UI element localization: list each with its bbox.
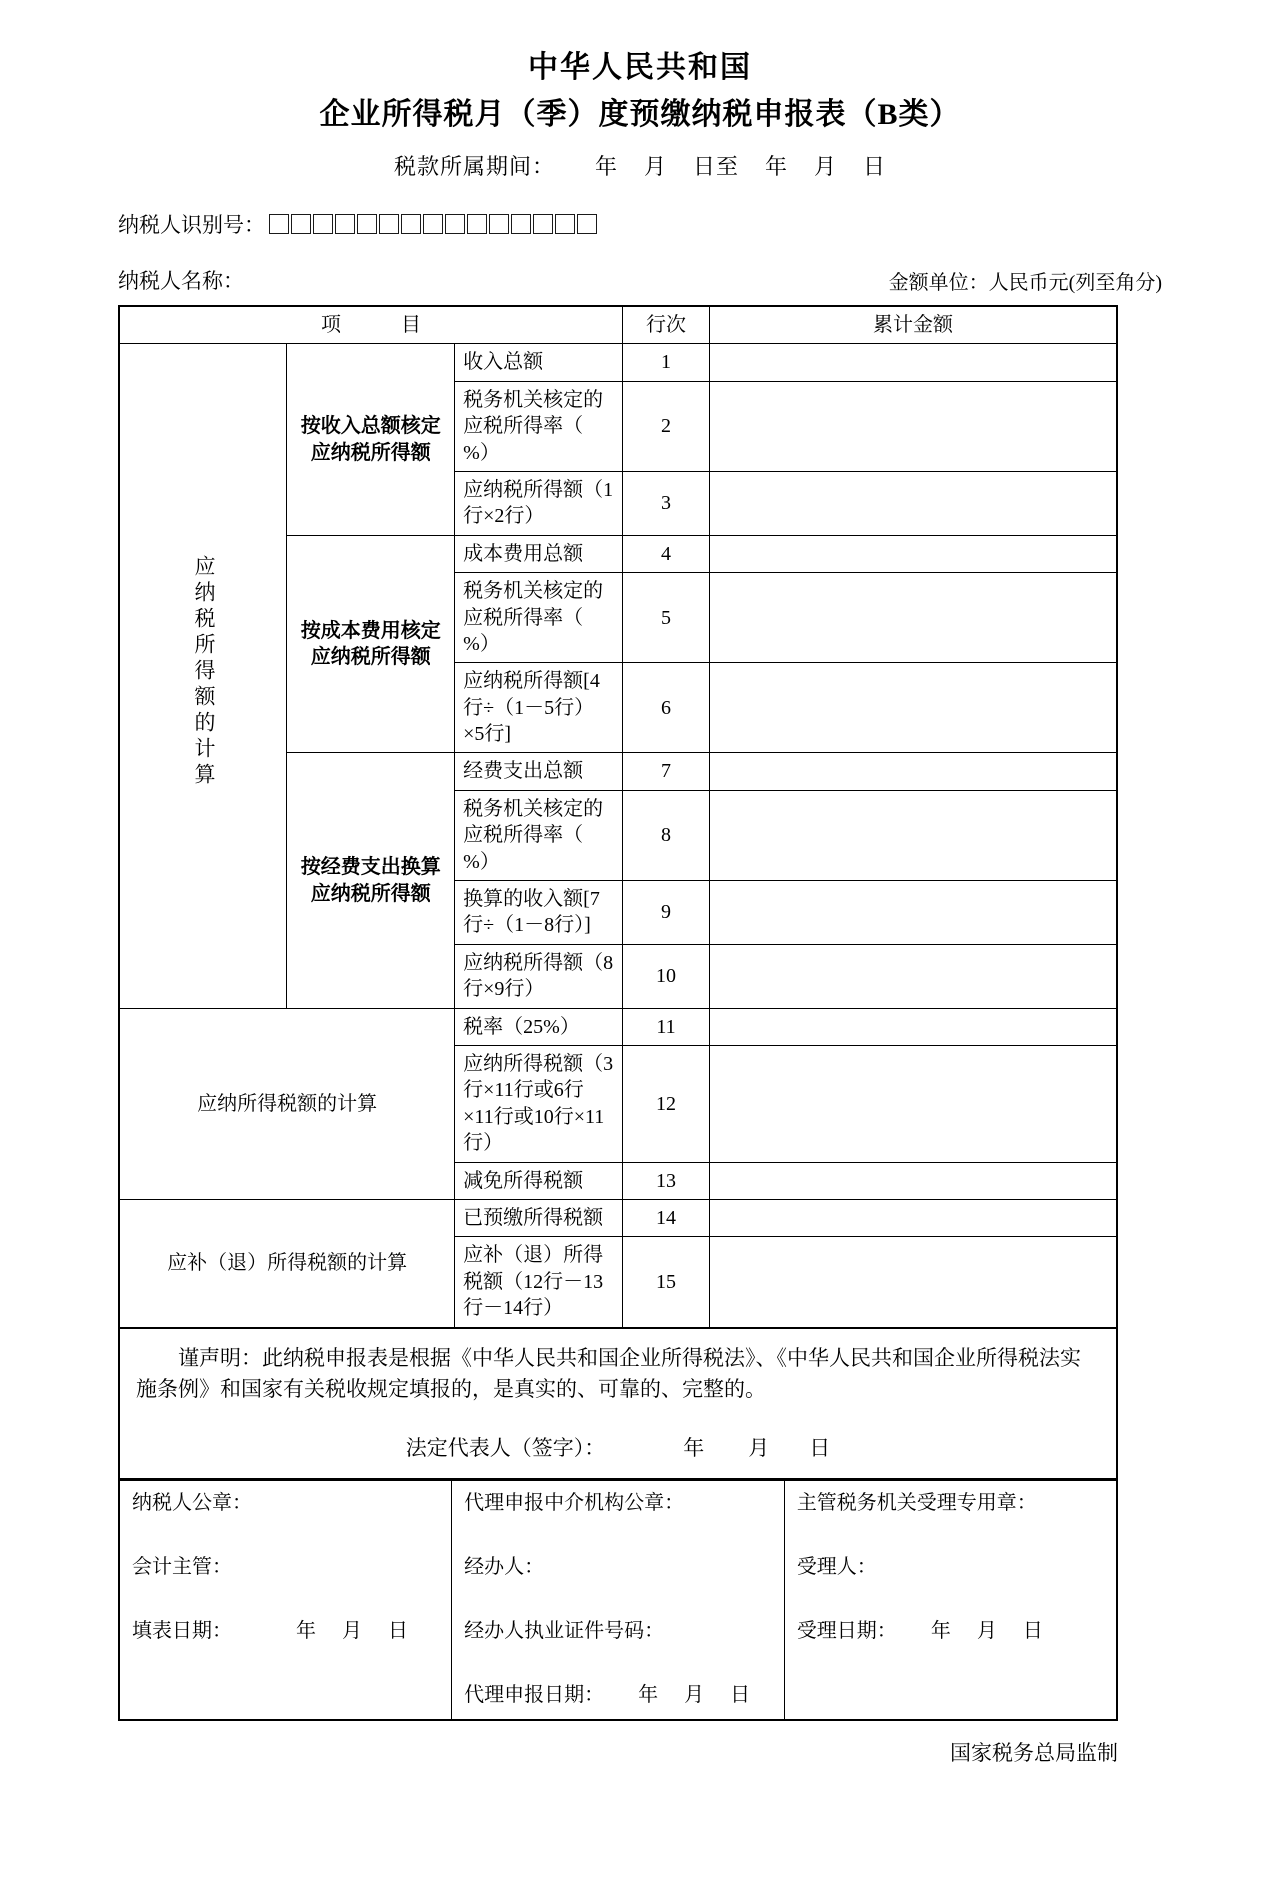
receipt-date-year[interactable]: 年 [930, 1619, 951, 1642]
fill-date-year[interactable]: 年 [296, 1619, 316, 1642]
agent-date-line [464, 1683, 772, 1707]
group-label-by-revenue: 按收入总额核定应纳税所得额 [287, 344, 455, 535]
stamp-cell-taxpayer[interactable] [119, 1480, 452, 1720]
agent-date-year[interactable]: 年 [638, 1683, 659, 1706]
agent-date-month[interactable]: 月 [684, 1683, 705, 1706]
taxpayer-id-box[interactable] [357, 214, 377, 234]
item-label: 税务机关核定的应税所得率（ %） [455, 573, 623, 663]
line-number: 4 [623, 535, 710, 572]
tax-declaration-table [118, 305, 1118, 1329]
amount-unit-label: 金额单位：人民币元(列至角分) [888, 272, 1162, 294]
footer-note: 国家税务总局监制 [950, 1740, 1118, 1765]
fill-date-month[interactable]: 月 [342, 1619, 362, 1642]
legal-representative-label: 法定代表人（签字）： [405, 1435, 606, 1460]
taxpayer-id-box[interactable] [533, 214, 553, 234]
taxpayer-id-box[interactable] [423, 214, 443, 234]
line-number: 11 [623, 1008, 710, 1045]
column-header-item: 项 目 [119, 306, 623, 344]
agent-license-no-label: 经办人执业证件号码： [464, 1619, 665, 1642]
line-number: 14 [623, 1199, 710, 1236]
period-end-year[interactable]: 年 [765, 154, 789, 179]
taxpayer-name-line [118, 265, 1162, 295]
item-label: 应纳税所得额[4行÷（1－5行）×5行] [455, 663, 623, 753]
group-label-by-cost: 按成本费用核定应纳税所得额 [287, 535, 455, 753]
taxpayer-id-input[interactable] [269, 214, 599, 234]
period-start-day[interactable]: 日至 [692, 154, 739, 179]
taxpayer-id-line [118, 209, 1162, 239]
declaration-text: 谨声明：此纳税申报表是根据《中华人民共和国企业所得税法》、《中华人民共和国企业所得税法实施条例》和国家有关税收规定填报的，是真实的、可靠的、完整的。 [136, 1345, 1081, 1401]
amount-cell[interactable] [710, 1162, 1118, 1199]
amount-cell[interactable] [710, 881, 1118, 945]
table-row [119, 1008, 1117, 1045]
accounting-supervisor-label: 会计主管： [132, 1555, 232, 1578]
line-number: 5 [623, 573, 710, 663]
amount-cell[interactable] [710, 1237, 1118, 1328]
amount-cell[interactable] [710, 944, 1118, 1008]
amount-cell[interactable] [710, 663, 1118, 753]
amount-cell[interactable] [710, 790, 1118, 880]
amount-cell[interactable] [710, 535, 1118, 572]
line-number: 12 [623, 1045, 710, 1162]
amount-cell[interactable] [710, 1199, 1118, 1236]
declaration-block [118, 1329, 1118, 1480]
column-header-amount: 累计金额 [710, 306, 1118, 344]
taxpayer-seal-label: 纳税人公章： [132, 1491, 252, 1514]
taxpayer-id-box[interactable] [335, 214, 355, 234]
period-end-day[interactable]: 日 [863, 154, 887, 179]
amount-cell[interactable] [710, 1008, 1118, 1045]
column-header-line-no: 行次 [623, 306, 710, 344]
taxpayer-id-box[interactable] [291, 214, 311, 234]
agent-seal-label: 代理申报中介机构公章： [464, 1491, 685, 1514]
amount-cell[interactable] [710, 471, 1118, 535]
taxpayer-id-box[interactable] [445, 214, 465, 234]
item-label: 换算的收入额[7行÷（1－8行）] [455, 881, 623, 945]
amount-cell[interactable] [710, 573, 1118, 663]
agent-date-day[interactable]: 日 [730, 1683, 751, 1706]
fill-date-day[interactable]: 日 [388, 1619, 408, 1642]
taxpayer-id-box[interactable] [489, 214, 509, 234]
stamp-row [119, 1480, 1117, 1720]
line-number: 7 [623, 753, 710, 790]
taxpayer-id-box[interactable] [467, 214, 487, 234]
tax-period-line [118, 150, 1162, 181]
receipt-date-day[interactable]: 日 [1022, 1619, 1043, 1642]
taxpayer-id-box[interactable] [401, 214, 421, 234]
taxpayer-id-box[interactable] [511, 214, 531, 234]
form-title: 企业所得税月（季）度预缴纳税申报表（B类） [319, 97, 961, 131]
item-label: 收入总额 [455, 344, 623, 381]
period-end-month[interactable]: 月 [814, 154, 838, 179]
period-start-year[interactable]: 年 [594, 154, 618, 179]
taxpayer-id-box[interactable] [313, 214, 333, 234]
declaration-month[interactable]: 月 [748, 1435, 770, 1460]
item-label: 应补（退）所得税额（12行－13行－14行） [455, 1237, 623, 1328]
section-label-balance-due: 应补（退）所得税额的计算 [119, 1199, 455, 1327]
taxpayer-id-box[interactable] [269, 214, 289, 234]
line-number: 2 [623, 381, 710, 471]
item-label: 应纳税所得额（8行×9行） [455, 944, 623, 1008]
item-label: 应纳所得税额（3行×11行或6行×11行或10行×11行） [455, 1045, 623, 1162]
line-number: 13 [623, 1162, 710, 1199]
agent-date-label: 代理申报日期： [464, 1683, 605, 1706]
taxpayer-id-box[interactable] [555, 214, 575, 234]
amount-cell[interactable] [710, 381, 1118, 471]
declaration-day[interactable]: 日 [809, 1435, 831, 1460]
line-number: 9 [623, 881, 710, 945]
amount-cell[interactable] [710, 1045, 1118, 1162]
receipt-date-month[interactable]: 月 [976, 1619, 997, 1642]
item-label: 成本费用总额 [455, 535, 623, 572]
receiver-label: 受理人： [796, 1555, 877, 1578]
item-label: 税率（25%） [455, 1008, 623, 1045]
table-row [119, 1199, 1117, 1236]
taxpayer-name-label[interactable]: 纳税人名称： [118, 269, 244, 293]
line-number: 8 [623, 790, 710, 880]
stamp-cell-tax-authority[interactable] [784, 1480, 1117, 1720]
agent-handler-label: 经办人： [464, 1555, 545, 1578]
stamp-section [118, 1480, 1118, 1721]
line-number: 3 [623, 471, 710, 535]
amount-cell[interactable] [710, 344, 1118, 381]
receipt-date-label: 受理日期： [796, 1619, 897, 1642]
table-header-row [119, 306, 1117, 344]
line-number: 6 [623, 663, 710, 753]
item-label: 已预缴所得税额 [455, 1199, 623, 1236]
taxpayer-id-label: 纳税人识别号： [118, 213, 265, 237]
line-number: 1 [623, 344, 710, 381]
stamp-cell-agent[interactable] [452, 1480, 785, 1720]
item-label: 经费支出总额 [455, 753, 623, 790]
section-label-tax-payable: 应纳所得税额的计算 [119, 1008, 455, 1199]
group-label-by-expense: 按经费支出换算应纳税所得额 [287, 753, 455, 1008]
taxpayer-id-box[interactable] [577, 214, 597, 234]
item-label: 税务机关核定的应税所得率（ %） [455, 790, 623, 880]
line-number: 10 [623, 944, 710, 1008]
country-title: 中华人民共和国 [528, 51, 752, 84]
fill-date-line [132, 1619, 439, 1643]
item-label: 减免所得税额 [455, 1162, 623, 1199]
receipt-date-line [797, 1619, 1104, 1643]
period-start-month[interactable]: 月 [643, 154, 667, 179]
tax-period-label: 税款所属期间： [393, 154, 555, 179]
tax-authority-seal-label: 主管税务机关受理专用章： [796, 1491, 1037, 1514]
taxpayer-id-box[interactable] [379, 214, 399, 234]
fill-date-label: 填表日期： [132, 1619, 232, 1642]
amount-cell[interactable] [710, 753, 1118, 790]
line-number: 15 [623, 1237, 710, 1328]
legal-representative-line [136, 1432, 1100, 1468]
item-label: 税务机关核定的应税所得率（ %） [455, 381, 623, 471]
item-label: 应纳税所得额（1行×2行） [455, 471, 623, 535]
section-label-taxable-income: 应纳税所得额的计算 [119, 344, 287, 1008]
table-row [119, 344, 1117, 381]
declaration-year[interactable]: 年 [683, 1435, 705, 1460]
